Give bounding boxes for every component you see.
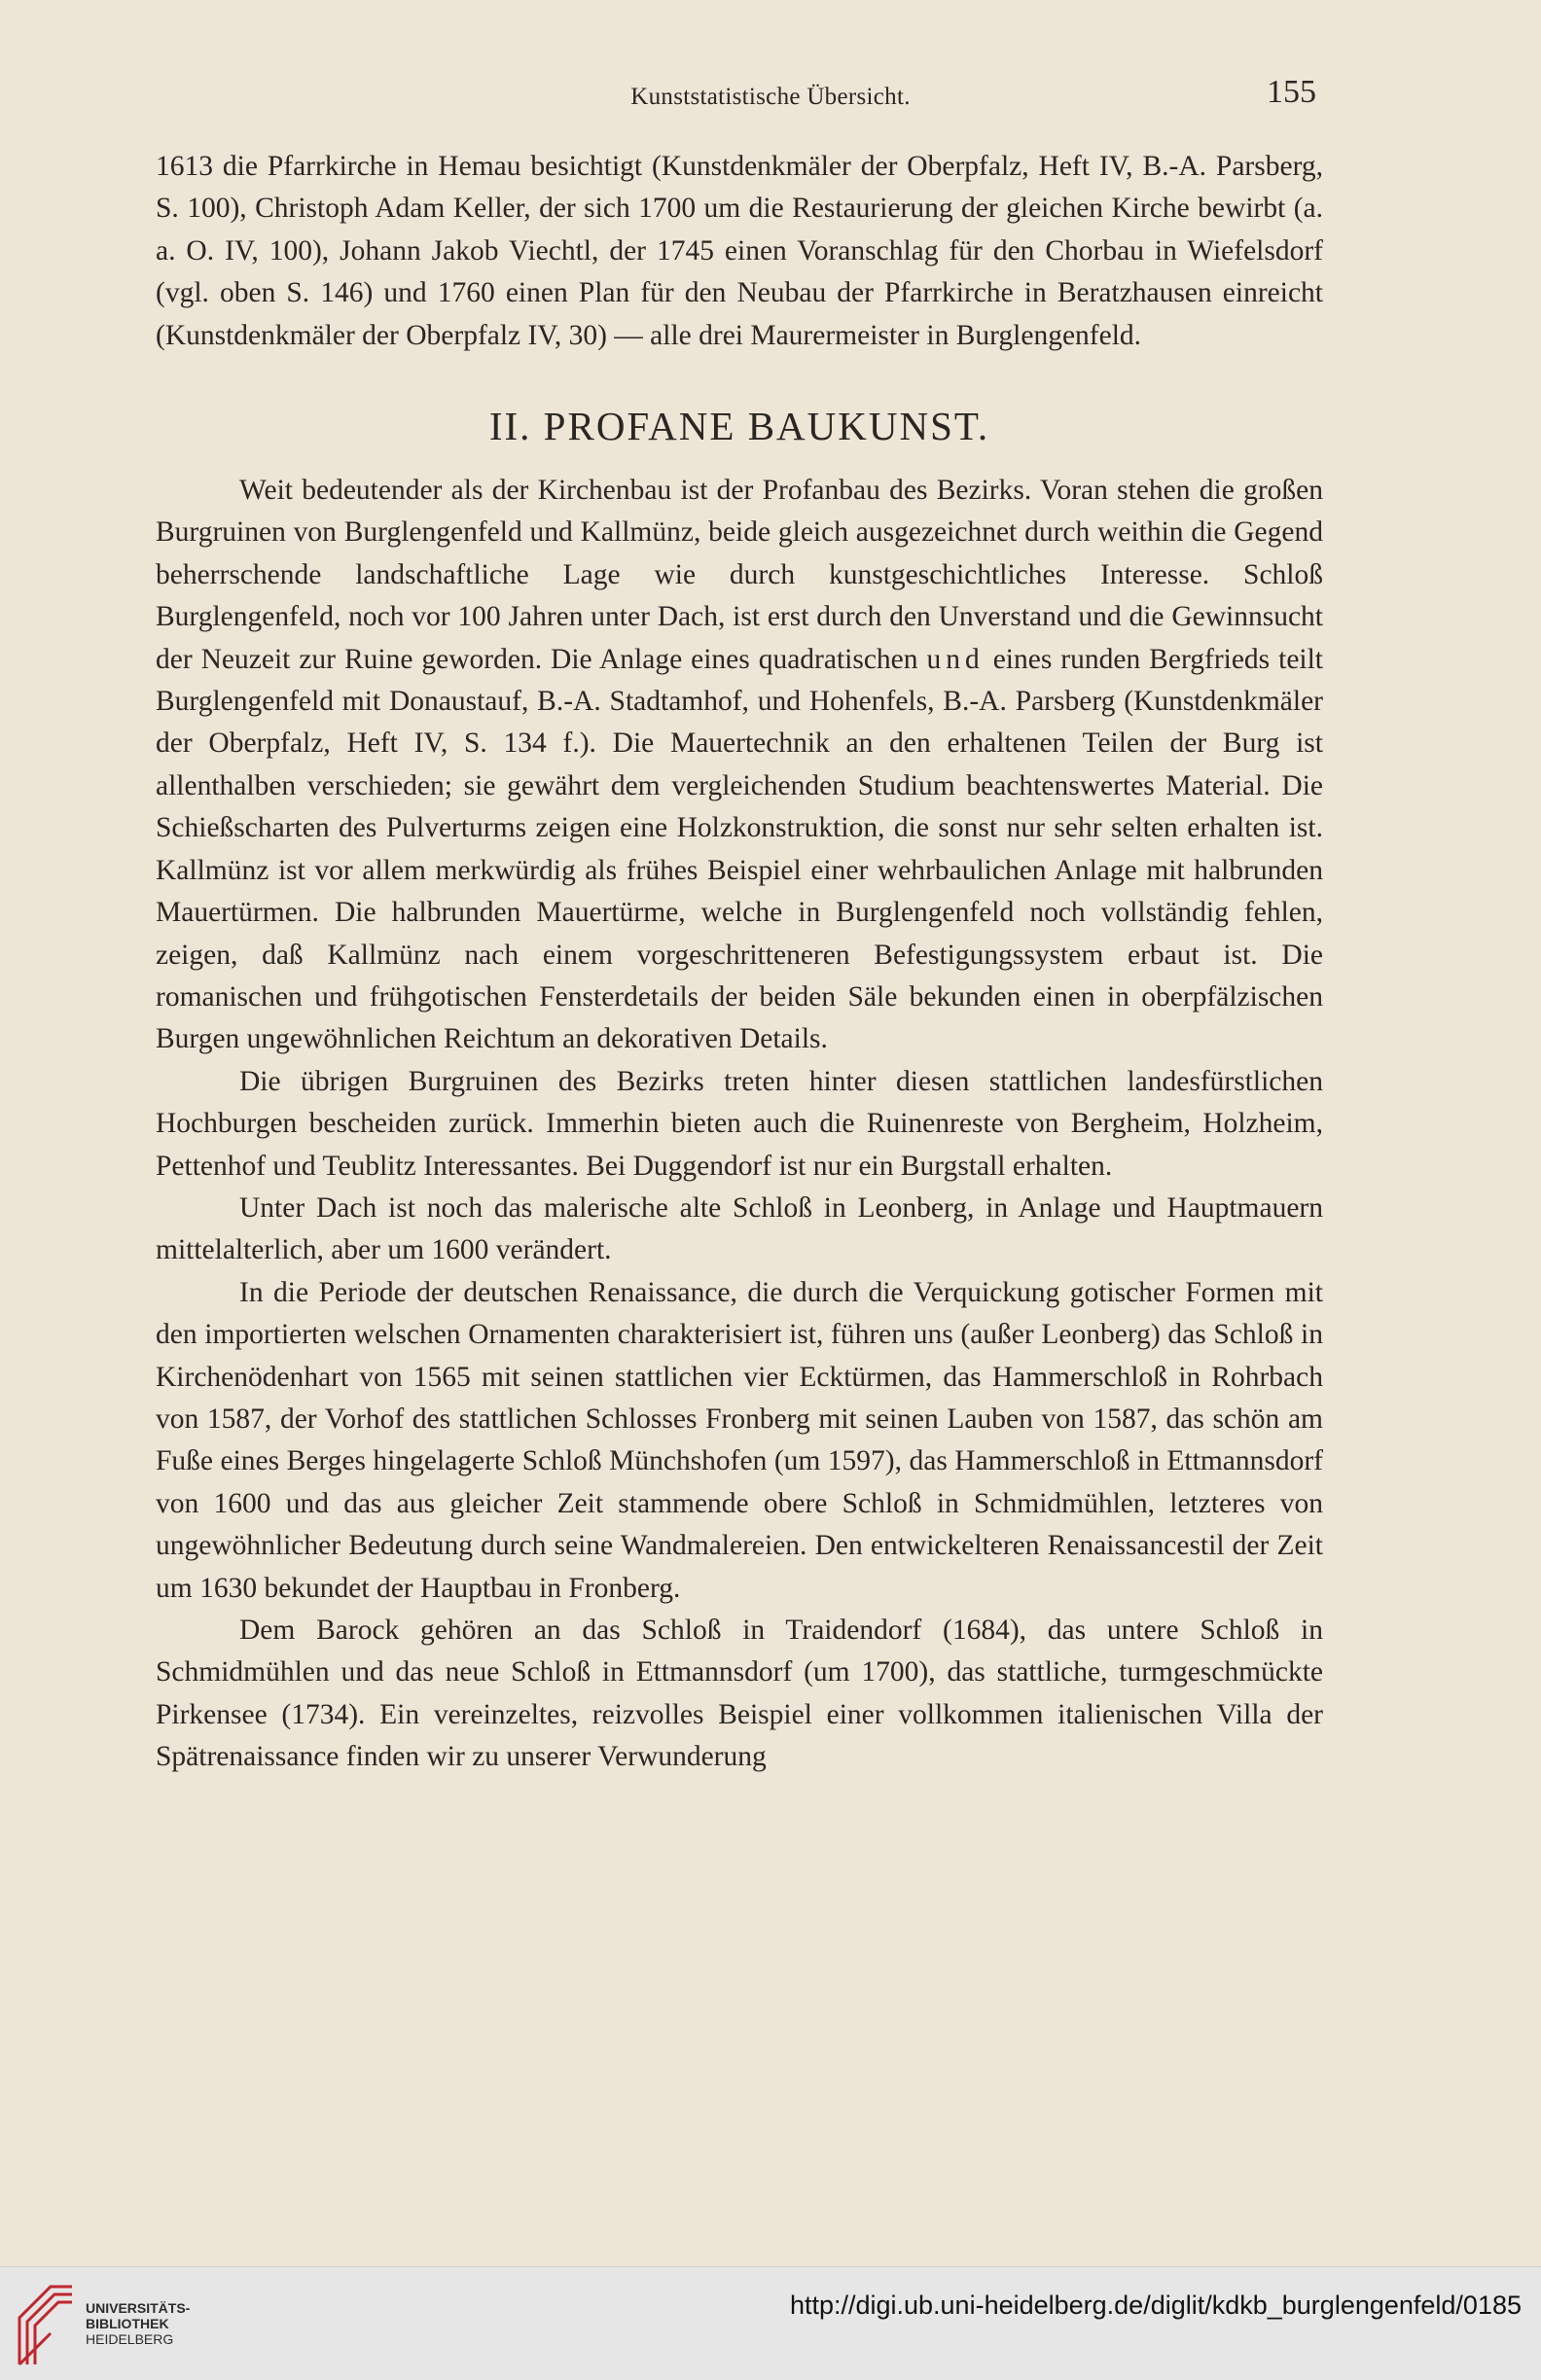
paragraph-2-part-b: eines runden Bergfrieds teilt Burglengenfeld mit Donaustauf, B.-A. Stadtamhof, und Hohenfels, B.-A. Parsberg (Kunstdenkmäler der Oberpfalz, Heft IV, S. 134 f.). Die Mauertechnik an den erhaltenen Teilen der Burg ist allenthalben verschieden; sie gewährt dem vergleichenden Studium beachtenswertes Material. Die Schießscharten des Pulverturms zeigen eine Holzkonstruktion, die sonst nur sehr selten erhalten ist. Kallmünz ist vor allem merkwürdig als frühes Beispiel einer wehrbaulichen Anlage mit halbrunden Mauertürmen. Die halbrunden Mauertürme, welche in Burglengenfeld noch vollständig fehlen, zeigen, daß Kallmünz nach einem vorgeschritteneren Befestigungssystem erbaut ist. Die romanischen und frühgotischen Fensterdetails der beiden Säle bekunden einen in oberpfälzischen Burgen ungewöhnlichen Reichtum an dekorativen Details.	[156, 643, 1324, 1055]
paragraph-4: Unter Dach ist noch das malerische alte Schloß in Leonberg, in Anlage und Hauptmauern mittelalterlich, aber um 1600 verändert.	[156, 1191, 1323, 1266]
library-name: UNIVERSITÄTS- BIBLIOTHEK HEIDELBERG	[86, 2300, 191, 2347]
paragraph-1: 1613 die Pfarrkirche in Hemau besichtigt (Kunstdenkmäler der Oberpfalz, Heft IV, B.-A. Parsberg, S. 100), Christoph Adam Keller, der sich 1700 um die Restaurierung der gleichen Kirche bewirbt (a. a. O. IV, 100), Johann Jakob Viechtl, der 1745 einen Voranschlag für den Chorbau in Wiefelsdorf (vgl. oben S. 146) und 1760 einen Plan für den Neubau der Pfarrkirche in Beratzhausen einreicht (Kunstdenkmäler der Oberpfalz IV, 30) — alle drei Maurermeister in Burglengenfeld.	[156, 151, 1323, 351]
text-block	[156, 146, 1323, 1779]
footer-bar	[0, 2266, 1541, 2380]
section-heading: II. PROFANE BAUKUNST.	[488, 404, 990, 449]
paragraph-3: Die übrigen Burgruinen des Bezirks treten hinter diesen stattlichen landesfürstlichen Hochburgen bescheiden zurück. Immerhin bieten auch die Ruinenreste von Bergheim, Holzheim, Pettenhof und Teublitz Interessantes. Bei Duggendorf ist nur ein Burgstall erhalten.	[156, 1065, 1323, 1182]
library-logo-icon	[12, 2279, 80, 2368]
paragraph-2	[156, 470, 1323, 1061]
paragraph-5: In die Periode der deutschen Renaissance, die durch die Verquickung gotischer Formen mit den importierten welschen Ornamenten charakterisiert ist, führen uns (außer Leonberg) das Schloß in Kirchenödenhart von 1565 mit seinen stattlichen vier Ecktürmen, das Hammerschloß in Rohrbach von 1587, der Vorhof des stattlichen Schlosses Fronberg mit seinen Lauben von 1587, das schön am Fuße eines Berges hingelagerte Schloß Münchshofen (um 1597), das Hammerschloß in Ettmannsdorf von 1600 und das aus gleicher Zeit stammende obere Schloß in Schmidmühlen, letzteres von ungewöhnlicher Bedeutung durch seine Wandmalereien. Den entwickelteren Renaissancestil der Zeit um 1630 bekundet der Hauptbau in Fronberg.	[156, 1276, 1323, 1604]
page-number: 155	[1267, 74, 1316, 110]
source-url-link[interactable]: http://digi.ub.uni-heidelberg.de/diglit/kdkb_burglengenfeld/0185	[789, 2291, 1522, 2320]
running-title: Kunststatistische Übersicht.	[630, 84, 911, 110]
spaced-und: und	[926, 643, 985, 675]
paragraph-6: Dem Barock gehören an das Schloß in Traidendorf (1684), das untere Schloß in Schmidmühlen und das neue Schloß in Ettmannsdorf (um 1700), das stattliche, turmgeschmückte Pirkensee (1734). Ein vereinzeltes, reizvolles Beispiel einer vollkommen italienischen Villa der Spätrenaissance finden wir zu unserer Verwunderung	[156, 1615, 1323, 1773]
paragraph-2-part-a: Weit bedeutender als der Kirchenbau ist der Profanbau des Bezirks. Voran stehen die großen Burgruinen von Burglengenfeld und Kallmünz, beide gleich ausgezeichnet durch weithin die Gegend beherrschende landschaftliche Lage wie durch kunstgeschichtliches Interesse. Schloß Burglengenfeld, noch vor 100 Jahren unter Dach, ist erst durch den Unverstand und die Gewinnsucht der Neuzeit zur Ruine geworden. Die Anlage eines quadratischen	[156, 475, 1323, 675]
